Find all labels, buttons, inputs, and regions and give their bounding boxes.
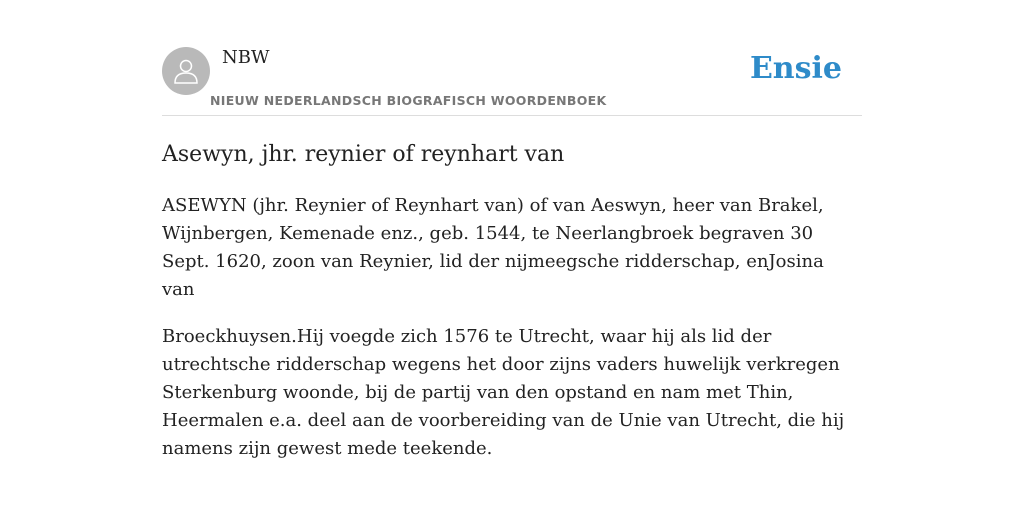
article-paragraph: Broeckhuysen.Hij voegde zich 1576 te Utrecht, waar hij als lid der utrechtsche ridderschap wegens het door zijns vaders huwelijk verkregen Sterkenburg woonde, bij de partij van den opstand en nam met Thin, Heermalen e.a. deel aan de voorbereiding van de Unie van Utrecht, die hij namens zijn gewest mede teekende. — [162, 326, 845, 459]
article-paragraph: ASEWYN (jhr. Reynier of Reynhart van) of van Aeswyn, heer van Brakel, Wijnbergen, Kemenade enz., geb. 1544, te Neerlangbroek begraven 30 Sept. 1620, zoon van Reynier, lid der nijmeegsche ridderschap, enJosina van — [162, 195, 824, 300]
source-name[interactable]: NBW — [222, 47, 270, 68]
source-avatar[interactable] — [162, 47, 210, 95]
user-icon — [171, 56, 201, 86]
source-header — [162, 47, 862, 116]
page-container — [162, 47, 862, 463]
source-subtitle: NIEUW NEDERLANDSCH BIOGRAFISCH WOORDENBOEK — [210, 93, 607, 108]
article-title: Asewyn, jhr. reynier of reynhart van — [162, 142, 565, 167]
ensie-logo[interactable]: Ensie — [749, 51, 842, 86]
